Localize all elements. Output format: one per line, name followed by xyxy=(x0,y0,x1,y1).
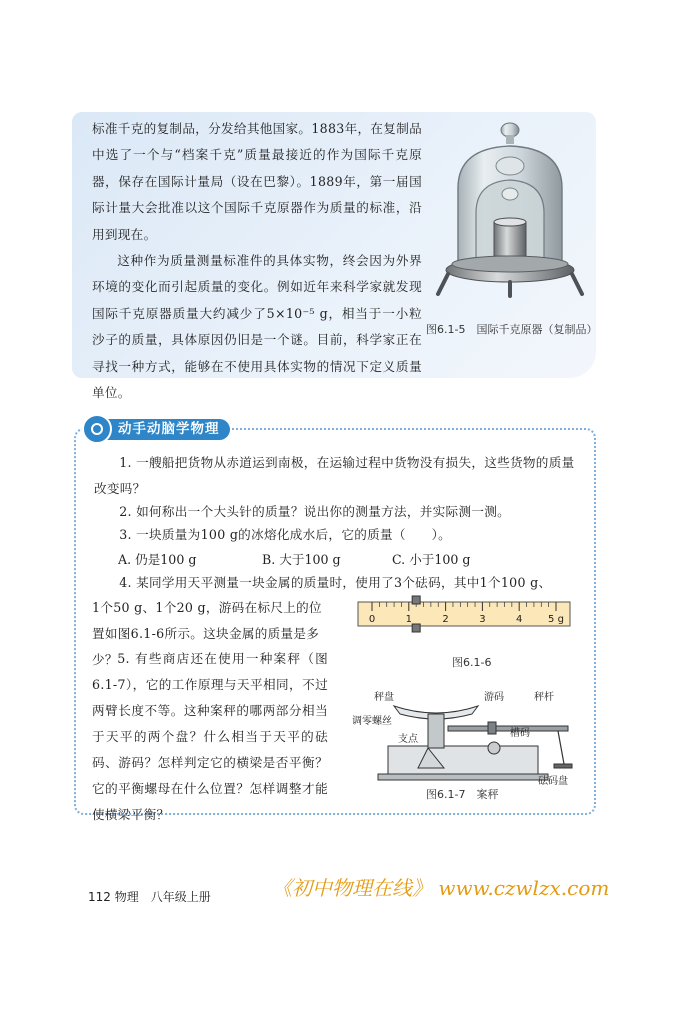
question-4-line-2: 1个50 g、1个20 g，游码在标尺上的位置如图6.1-6所示。这块金属的质量是多少？ xyxy=(92,600,322,667)
question-3-option-c: C. 小于100 g xyxy=(392,552,471,567)
question-1: 1. 一艘船把货物从赤道运到南极，在运输过程中货物没有损失，这些货物的质量改变吗？ xyxy=(94,455,575,496)
question-4-line-1: 4. 某同学用天平测量一块金属的质量时，使用了3个砝码，其中1个100 g、 xyxy=(119,575,552,590)
intro-text xyxy=(92,116,422,406)
kilogram-prototype-image xyxy=(428,118,592,304)
ruler-tick-label: 2 xyxy=(442,614,449,625)
book-title: 物理 八年级上册 xyxy=(114,890,211,904)
label-beam: 秤杆 xyxy=(534,692,554,703)
question-3-option-b: B. 大于100 g xyxy=(262,552,341,567)
label-fulcrum: 支点 xyxy=(398,734,418,745)
ruler-figure-caption: 图6.1-6 xyxy=(452,656,492,669)
page-footer xyxy=(88,888,211,905)
case-scale-figure xyxy=(352,686,582,787)
intro-paragraph-1: 标准千克的复制品，分发给其他国家。1883年，在复制品中选了一个与“档案千克”质量最接近的作为国际千克原器，保存在国际计量局（设在巴黎）。1889年，第一届国际计量大会批准以这个国际千克原器作为质量的标准，沿用到现在。 xyxy=(92,121,422,242)
question-5: 5. 有些商店还在使用一种案秤（图6.1-7），它的工作原理与天平相同，不过两臂长度不等。这种案秤的哪两部分相当于天平的两个盘？什么相当于天平的砝码、游码？怎样判定它的横梁是否平衡？它的平衡螺母在什么位置？怎样调整才能使横梁平衡？ xyxy=(92,651,328,822)
label-pan: 秤盘 xyxy=(374,692,394,703)
ruler-tick-label: 0 xyxy=(368,614,376,625)
activity-icon xyxy=(82,414,112,444)
intro-paragraph-2: 这种作为质量测量标准件的具体实物，终会因为外界环境的变化而引起质量的变化。例如近年来科学家就发现国际千克原器质量大约减少了5×10⁻⁵ g，相当于一小粒沙子的质量，具体原因仍旧是一个谜。目前，科学家正在寻找一种方式，能够在不使用具体实物的情况下定义质量单位。 xyxy=(92,253,422,401)
label-weight-pan: 砝码盘 xyxy=(538,776,568,787)
label-groove: 槽码 xyxy=(510,728,530,739)
question-3-option-a: A. 仍是100 g xyxy=(118,552,197,567)
ruler-tick-label: 4 xyxy=(516,614,523,625)
question-2: 2. 如何称出一个大头针的质量？说出你的测量方法，并实际测一测。 xyxy=(119,504,511,519)
activity-badge xyxy=(82,414,232,444)
rider-bottom xyxy=(412,624,420,632)
label-zero-screw: 调零螺丝 xyxy=(352,716,392,727)
ruler-tick-label: 3 xyxy=(479,614,486,625)
scale-figure-caption: 图6.1-7 案秤 xyxy=(426,788,499,801)
label-rider: 游码 xyxy=(484,692,504,703)
ruler-figure xyxy=(356,594,576,638)
rider-top xyxy=(412,596,420,604)
ruler-tick-label: 1 xyxy=(405,614,412,625)
question-3: 3. 一块质量为100 g的冰熔化成水后，它的质量（ ）。 xyxy=(119,527,452,542)
ruler-tick-label: 5 g xyxy=(548,614,564,625)
activity-title: 动手动脑学物理 xyxy=(98,419,230,440)
kilogram-figure-caption: 图6.1-5 国际千克原器（复制品） xyxy=(426,323,598,336)
site-watermark: 《初中物理在线》 www.czwlzx.com xyxy=(272,876,610,900)
page-number: 112 xyxy=(88,890,111,904)
